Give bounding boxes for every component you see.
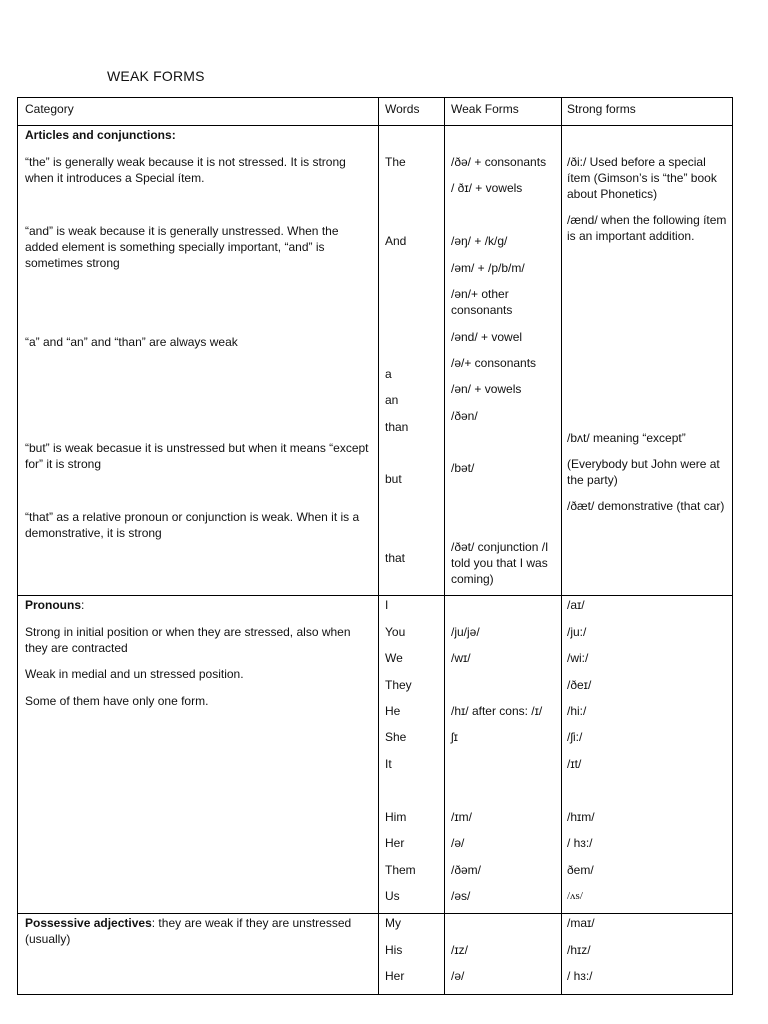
table-header-row: [18, 98, 733, 126]
pronoun-word: Them: [385, 863, 416, 877]
word-that: that: [385, 551, 406, 565]
pronoun-weak: /ju/jə/: [451, 625, 480, 639]
pronoun-strong: ðem/: [567, 863, 594, 877]
category-a-an-than: “a” and “an” and “than” are always weak: [25, 335, 238, 349]
word-but: but: [385, 472, 402, 486]
section-pronouns-row: [18, 596, 733, 914]
pronoun-word: Her: [385, 836, 405, 850]
possessive-weak: /ɪz/: [451, 943, 468, 957]
possessive-word: His: [385, 943, 403, 957]
weak-a: /ə/+ consonants: [451, 356, 537, 370]
pronoun-strong: /ɪt/: [567, 757, 582, 771]
category-and: “and” is weak because it is generally unstressed. When the added element is something specially important, “and” is sometimes strong: [25, 224, 339, 270]
section-heading-articles: Articles and conjunctions:: [25, 128, 176, 142]
pronouns-desc-one-form: Some of them have only one form.: [25, 694, 209, 708]
possessive-strong: / hɜ:/: [567, 969, 593, 983]
possessive-strong: /hɪz/: [567, 943, 591, 957]
strong-the: /ði:/ Used before a special ítem (Gimson’s is “the” book about Phonetics): [567, 155, 717, 201]
pronoun-weak: /hɪ/ after cons: /ɪ/: [451, 704, 543, 718]
pronoun-strong: /ðeɪ/: [567, 678, 592, 692]
pronoun-strong: /wi:/: [567, 651, 589, 665]
header-weak-forms: Weak Forms: [451, 102, 519, 116]
pronoun-strong: /ju:/: [567, 625, 587, 639]
weak-and-pbm: /əm/ + /p/b/m/: [451, 261, 525, 275]
pronoun-word: I: [385, 598, 389, 612]
pronouns-heading-colon: :: [81, 598, 85, 612]
category-but: “but” is weak becasue it is unstressed but when it means “except for” it is strong: [25, 441, 369, 471]
pronoun-strong: /aɪ/: [567, 598, 585, 612]
strong-that: /ðæt/ demonstrative (that car): [567, 499, 725, 513]
possessive-strong: /maɪ/: [567, 916, 595, 930]
weak-than: /ðən/: [451, 409, 478, 423]
weak-and-vowel: /ənd/ + vowel: [451, 330, 523, 344]
pronoun-weak: ʃɪ: [451, 730, 458, 744]
pronoun-strong: /ʌs/: [567, 890, 583, 902]
pronoun-weak: /ɪm/: [451, 810, 472, 824]
pronoun-strong: / hɜ:/: [567, 836, 593, 850]
category-that: “that” as a relative pronoun or conjunction is weak. When it is a demonstrative, it is strong: [25, 510, 360, 540]
possessive-word: My: [385, 916, 401, 930]
weak-an: /ən/ + vowels: [451, 382, 522, 396]
weak-and-kg: /əŋ/ + /k/g/: [451, 234, 508, 248]
strong-but-example: (Everybody but John were at the party): [567, 457, 720, 487]
possessive-word: Her: [385, 969, 405, 983]
word-a: a: [385, 367, 392, 381]
pronoun-strong: /ʃi:/: [567, 730, 583, 744]
word-an: an: [385, 393, 399, 407]
pronoun-weak: /ðəm/: [451, 863, 482, 877]
pronouns-desc-weak: Weak in medial and un stressed position.: [25, 667, 244, 681]
possessives-description: [25, 915, 375, 947]
pronoun-weak: /wɪ/: [451, 651, 471, 665]
document-title: WEAK FORMS: [107, 68, 205, 84]
strong-and: /ænd/ when the following ítem is an important addition.: [567, 213, 727, 243]
pronoun-word: Us: [385, 889, 400, 903]
word-and: And: [385, 234, 407, 248]
pronoun-word: He: [385, 704, 401, 718]
pronoun-weak: /ə/: [451, 836, 465, 850]
header-words: Words: [385, 102, 420, 116]
pronoun-weak: /əs/: [451, 889, 471, 903]
pronoun-word: Him: [385, 810, 407, 824]
weak-but: /bət/: [451, 461, 475, 475]
pronoun-word: We: [385, 651, 403, 665]
pronoun-strong: /hɪm/: [567, 810, 595, 824]
section-possessives-row: [18, 914, 733, 995]
category-the: “the” is generally weak because it is not stressed. It is strong when it introduces a Special ítem.: [25, 155, 346, 185]
pronouns-heading-text: Pronouns: [25, 598, 81, 612]
pronoun-strong: /hi:/: [567, 704, 587, 718]
pronouns-desc-strong: Strong in initial position or when they are stressed, also when they are contracted: [25, 625, 351, 655]
pronoun-word: You: [385, 625, 406, 639]
weak-the-vowels: / ðɪ/ + vowels: [451, 181, 523, 195]
section-articles-row: [18, 126, 733, 596]
weak-and-other: /ən/+ other consonants: [451, 287, 513, 317]
word-than: than: [385, 420, 409, 434]
weak-forms-table: [17, 97, 733, 995]
possessives-heading: Possessive adjectives: [25, 916, 152, 930]
word-the: The: [385, 155, 406, 169]
possessive-weak: /ə/: [451, 969, 465, 983]
header-strong-forms: Strong forms: [567, 102, 636, 116]
header-category: Category: [25, 102, 74, 116]
section-heading-pronouns: [25, 597, 375, 613]
weak-that: /ðət/ conjunction /I told you that I was coming): [451, 540, 549, 586]
weak-the-consonants: /ðə/ + consonants: [451, 155, 547, 169]
pronoun-word: She: [385, 730, 407, 744]
pronoun-word: It: [385, 757, 392, 771]
possessives-desc-text: : they are weak if they are unstressed (usually): [25, 916, 352, 946]
strong-but-meaning: /bʌt/ meaning “except”: [567, 431, 686, 445]
pronoun-word: They: [385, 678, 412, 692]
